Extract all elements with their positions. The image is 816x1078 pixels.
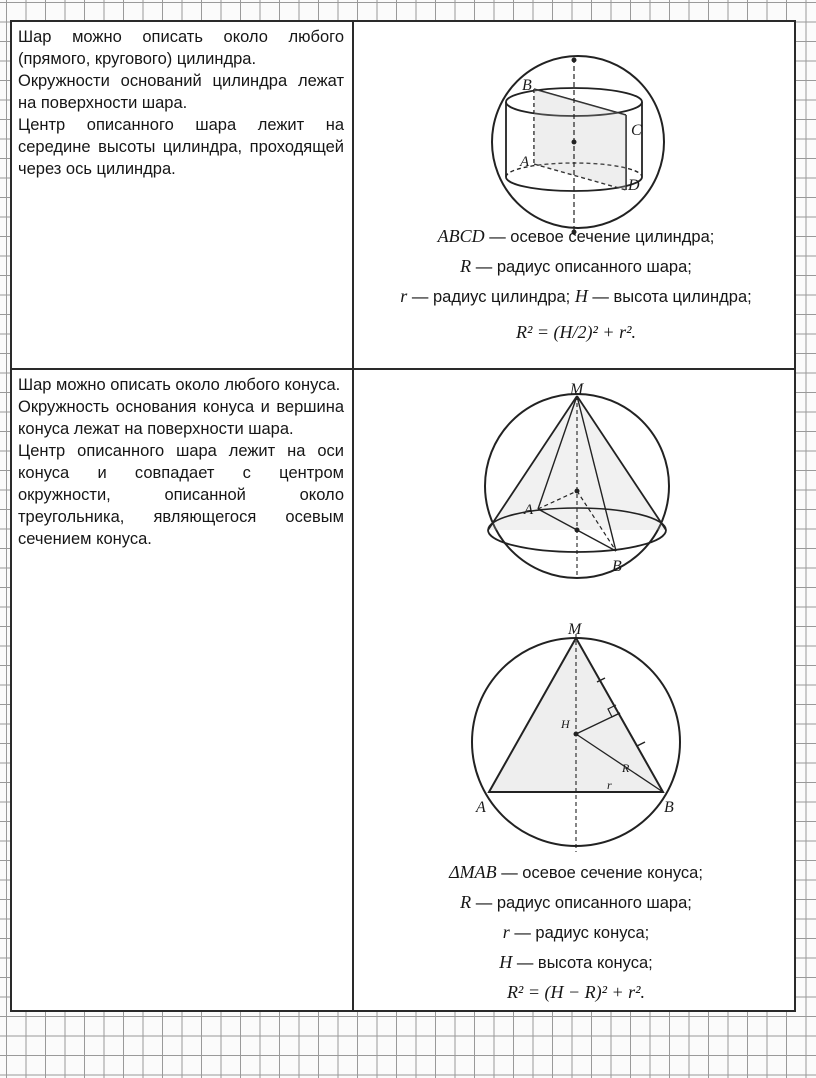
row1-paragraph-1: Шар можно описать около любого (прямого, кругового) цилиндра. [18,28,344,68]
label-A: A [520,154,530,170]
label-M: M [568,621,582,638]
row1-caption-line3: r — радиус цилиндра; H — высота цилиндра; [400,286,752,306]
label-r: r [607,778,612,792]
row1-paragraph-3: Центр описанного шара лежит на середине высоты цилиндра, проходящей через ось цилиндра. [18,116,344,178]
label-A: A [524,502,534,518]
row2-caption-line2: R — радиус описанного шара; [460,892,692,912]
label-R: R [622,761,630,775]
column-divider [352,22,354,1010]
row1-caption-line2: R — радиус описанного шара; [460,256,692,276]
label-C: C [631,122,642,139]
row2-paragraph-1: Шар можно описать около любого конуса. [18,376,341,394]
row2-caption-line4: H — высота конуса; [499,952,653,972]
cone-in-sphere-figure [474,378,694,588]
theory-table [10,20,796,1012]
row2-paragraph-2: Окружность основания конуса и вершина конуса лежат на поверхности шара. [18,398,344,438]
row1-text-cell [18,26,344,180]
row2-paragraph-3: Центр описанного шара лежит на оси конуса и совпадает с центром окружности, описанной около треугольника, являющегося осевым сечением конуса. [18,442,344,548]
row2-formula: R² = (H − R)² + r². [506,982,646,1002]
row2-caption-line3: r — радиус конуса; [502,922,650,942]
row2-text-cell [18,374,344,550]
row-divider [12,368,794,370]
label-B: B [612,558,622,575]
row1-caption-line1: ABCD — осевое сечение цилиндра; [437,226,715,246]
row1-formula: R² = (H/2)² + r². [516,322,636,342]
cylinder-in-sphere-figure [482,40,682,240]
row2-caption-line1: ΔMAB — осевое сечение конуса; [449,862,703,882]
label-H: H [561,717,570,731]
row1-caption [356,222,796,347]
row2-caption [356,858,796,1007]
triangle-in-circle-figure [472,614,692,864]
label-D: D [628,177,640,194]
label-B: B [664,799,674,816]
label-M: M [570,381,584,398]
label-A: A [476,799,486,816]
row1-paragraph-2: Окружности оснований цилиндра лежат на поверхности шара. [18,72,344,112]
label-B: B [522,77,532,94]
